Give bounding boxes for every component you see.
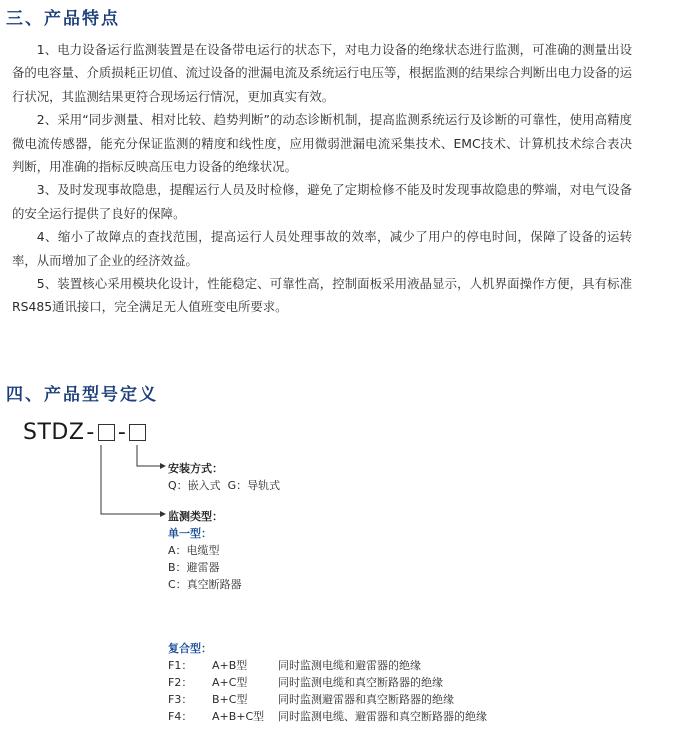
model-prefix: STDZ	[23, 419, 85, 445]
model-dash-2: -	[117, 419, 127, 445]
feature-paragraph-4: 4、缩小了故障点的查找范围，提高运行人员处理事故的效率，减少了用户的停电时间，保障了设备的运转率，从而增加了企业的经济效益。	[12, 229, 632, 268]
composite-combo: A+C型	[212, 676, 248, 689]
composite-row	[168, 708, 487, 725]
composite-row	[168, 674, 487, 691]
feature-paragraph-2: 2、采用“同步测量、相对比较、趋势判断”的动态诊断机制，提高监测系统运行及诊断的可靠性，使用高精度微电流传感器，能充分保证监测的精度和线性度，应用微弱泄漏电流采集技术、EMC技术、计算机技术综合表决判断，用准确的指标反映高压电力设备的绝缘状况。	[12, 112, 632, 175]
composite-code: F2：	[168, 676, 193, 689]
install-method-title: 安装方式：	[168, 462, 223, 475]
monitor-type-title: 监测类型：	[168, 510, 223, 523]
composite-row	[168, 691, 487, 708]
install-method-options: Q：嵌入式 G：导轨式	[168, 479, 281, 492]
composite-type-block	[168, 640, 487, 725]
feature-paragraph-5: 5、装置核心采用模块化设计，性能稳定、可靠性高，控制面板采用液晶显示，人机界面操作方便，具有标准RS485通讯接口，完全满足无人值班变电所要求。	[12, 276, 632, 315]
composite-code: F3：	[168, 693, 193, 706]
install-connector	[137, 445, 160, 466]
composite-combo: A+B+C型	[212, 710, 265, 723]
monitor-connector	[101, 445, 160, 514]
composite-desc: 同时监测避雷器和真空断路器的绝缘	[278, 693, 454, 706]
composite-desc: 同时监测电缆和避雷器的绝缘	[278, 659, 421, 672]
model-dash-1: -	[86, 419, 95, 445]
composite-combo: B+C型	[212, 693, 248, 706]
composite-desc: 同时监测电缆和真空断路器的绝缘	[278, 676, 443, 689]
single-type-b: B：避雷器	[168, 561, 220, 574]
section-title-features: 三、产品特点	[6, 9, 120, 29]
single-type-c: C：真空断路器	[168, 578, 242, 591]
section-title-model: 四、产品型号定义	[6, 385, 158, 405]
feature-paragraph-1: 1、电力设备运行监测装置是在设备带电运行的状态下，对电力设备的绝缘状态进行监测，可准确的测量出设备的电容量、介质损耗正切值、流过设备的泄漏电流及系统运行电压等，根据监测的结果综合判断出电力设备的运行状况，其监测结果更符合现场运行情况，更加真实有效。	[12, 42, 632, 104]
feature-paragraph-3: 3、及时发现事故隐患，提醒运行人员及时检修，避免了定期检修不能及时发现事故隐患的弊端，对电气设备的安全运行提供了良好的保障。	[12, 182, 632, 221]
composite-combo: A+B型	[212, 659, 248, 672]
monitor-type-block	[168, 508, 242, 593]
install-method-block	[168, 460, 280, 494]
composite-row	[168, 657, 487, 674]
install-arrow	[160, 463, 166, 469]
single-type-title: 单一型：	[168, 527, 212, 540]
monitor-arrow	[160, 511, 166, 517]
composite-code: F1：	[168, 659, 193, 672]
composite-code: F4：	[168, 710, 193, 723]
composite-type-title: 复合型：	[168, 642, 212, 655]
single-type-a: A：电缆型	[168, 544, 220, 557]
composite-desc: 同时监测电缆、避雷器和真空断路器的绝缘	[278, 710, 487, 723]
